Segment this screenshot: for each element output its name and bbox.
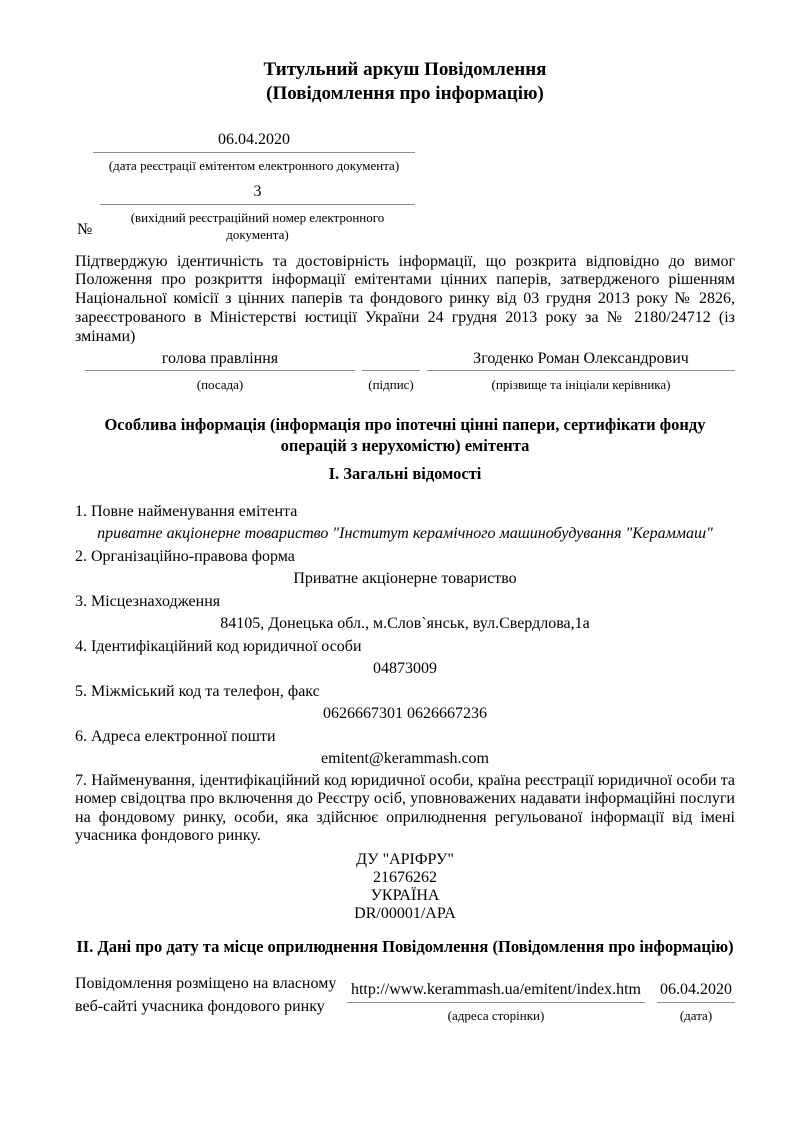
publication-url-caption: (адреса сторінки) xyxy=(447,1007,545,1023)
publication-date-field xyxy=(657,972,735,1024)
signature-position-caption: (посада) xyxy=(196,376,244,392)
item-7-value-country: УКРАЇНА xyxy=(370,887,440,905)
confirmation-paragraph: Підтверджую ідентичність та достовірність інформації, що розкрита відповідно до вимог Положення про розкриття інформації емітентами цінних паперів, затвердженого рішенням Національної комісії з цінних паперів та фондового ринку від 03 грудня 2013 року № 2826, зареєстрованого в Міністерстві юстиції України 24 грудня 2013 року за № 2180/24712 (із змінами) xyxy=(75,252,735,345)
publication-date-caption: (дата) xyxy=(679,1007,713,1023)
item-2 xyxy=(75,546,735,591)
signature-position-value: голова правління xyxy=(85,349,355,371)
publication-url-field xyxy=(347,972,645,1024)
item-3-value: 84105, Донецька обл., м.Слов`янськ, вул.Свердлова,1а xyxy=(220,615,590,633)
signature-sign-caption: (підпис) xyxy=(368,376,414,392)
registration-number-field xyxy=(100,182,415,243)
publication-row-label: Повідомлення розміщено на власному веб-сайті учасника фондового ринку xyxy=(75,974,337,1016)
item-7-values xyxy=(75,851,735,923)
item-3-label: 3. Місцезнаходження xyxy=(75,592,221,610)
item-5-value: 0626667301 0626667236 xyxy=(323,705,487,723)
item-1-value: приватне акціонерне товариство "Інститут керамічного машинобудування "Кераммаш" xyxy=(97,525,713,543)
signature-name-caption: (прізвище та ініціали керівника) xyxy=(491,376,671,392)
item-4-value: 04873009 xyxy=(373,660,437,678)
special-info-heading: Особлива інформація (інформація про іпотечні цінні папери, сертифікати фонду операцій з нерухомістю) емітента xyxy=(104,414,706,455)
general-info-items xyxy=(75,501,735,771)
number-sign-label: № xyxy=(77,220,93,238)
item-3 xyxy=(75,591,735,636)
signature-row xyxy=(75,349,735,393)
registration-number-row xyxy=(75,182,735,243)
item-4 xyxy=(75,636,735,681)
item-7-value-name: ДУ "АРІФРУ" xyxy=(356,851,454,869)
item-6-value: emitent@kerammash.com xyxy=(320,750,489,768)
publication-url-value: http://www.kerammash.ua/emitent/index.htm xyxy=(347,972,645,1003)
item-4-label: 4. Ідентифікаційний код юридичної особи xyxy=(75,637,362,655)
registration-date-value: 06.04.2020 xyxy=(93,130,415,153)
registration-date-caption: (дата реєстрації емітентом електронного документа) xyxy=(108,157,400,173)
signature-name-field xyxy=(427,349,735,393)
item-7-value-code: 21676262 xyxy=(373,869,437,887)
item-5 xyxy=(75,681,735,726)
item-6 xyxy=(75,726,735,771)
signature-sign-value xyxy=(362,349,420,371)
item-2-label: 2. Організаційно-правова форма xyxy=(75,547,295,565)
item-2-value: Приватне акціонерне товариство xyxy=(293,570,517,588)
page-title-line2: (Повідомлення про інформацію) xyxy=(266,82,544,104)
signature-position-field xyxy=(85,349,355,393)
publication-date-value: 06.04.2020 xyxy=(657,972,735,1003)
general-info-heading: I. Загальні відомості xyxy=(328,464,482,484)
page-title xyxy=(75,58,735,106)
item-5-label: 5. Міжміський код та телефон, факс xyxy=(75,682,320,700)
registration-number-caption: (вихідний реєстраційний номер електронного документа) xyxy=(130,209,385,242)
page-title-line1: Титульний аркуш Повідомлення xyxy=(263,59,547,80)
item-6-label: 6. Адреса електронної пошти xyxy=(75,727,276,745)
item-7-paragraph: 7. Найменування, ідентифікаційний код юридичної особи, країна реєстрації юридичної особи та номер свідоцтва про включення до Реєстру осіб, уповноважених надавати інформаційні послуги на фондовому ринку, особи, яка здійснює оприлюднення регульованої інформації від імені учасника фондового ринку. xyxy=(75,771,735,844)
signature-sign-field xyxy=(362,349,420,393)
item-7-value-certificate: DR/00001/APA xyxy=(354,905,456,923)
signature-name-value: Згоденко Роман Олександрович xyxy=(427,349,735,371)
registration-date-field xyxy=(93,130,415,174)
item-1 xyxy=(75,501,735,546)
registration-number-value: 3 xyxy=(100,182,415,205)
item-1-label: 1. Повне найменування емітента xyxy=(75,502,298,520)
section2-heading: II. Дані про дату та місце оприлюднення Повідомлення (Повідомлення про інформацію) xyxy=(76,937,734,957)
publication-row xyxy=(75,972,735,1024)
